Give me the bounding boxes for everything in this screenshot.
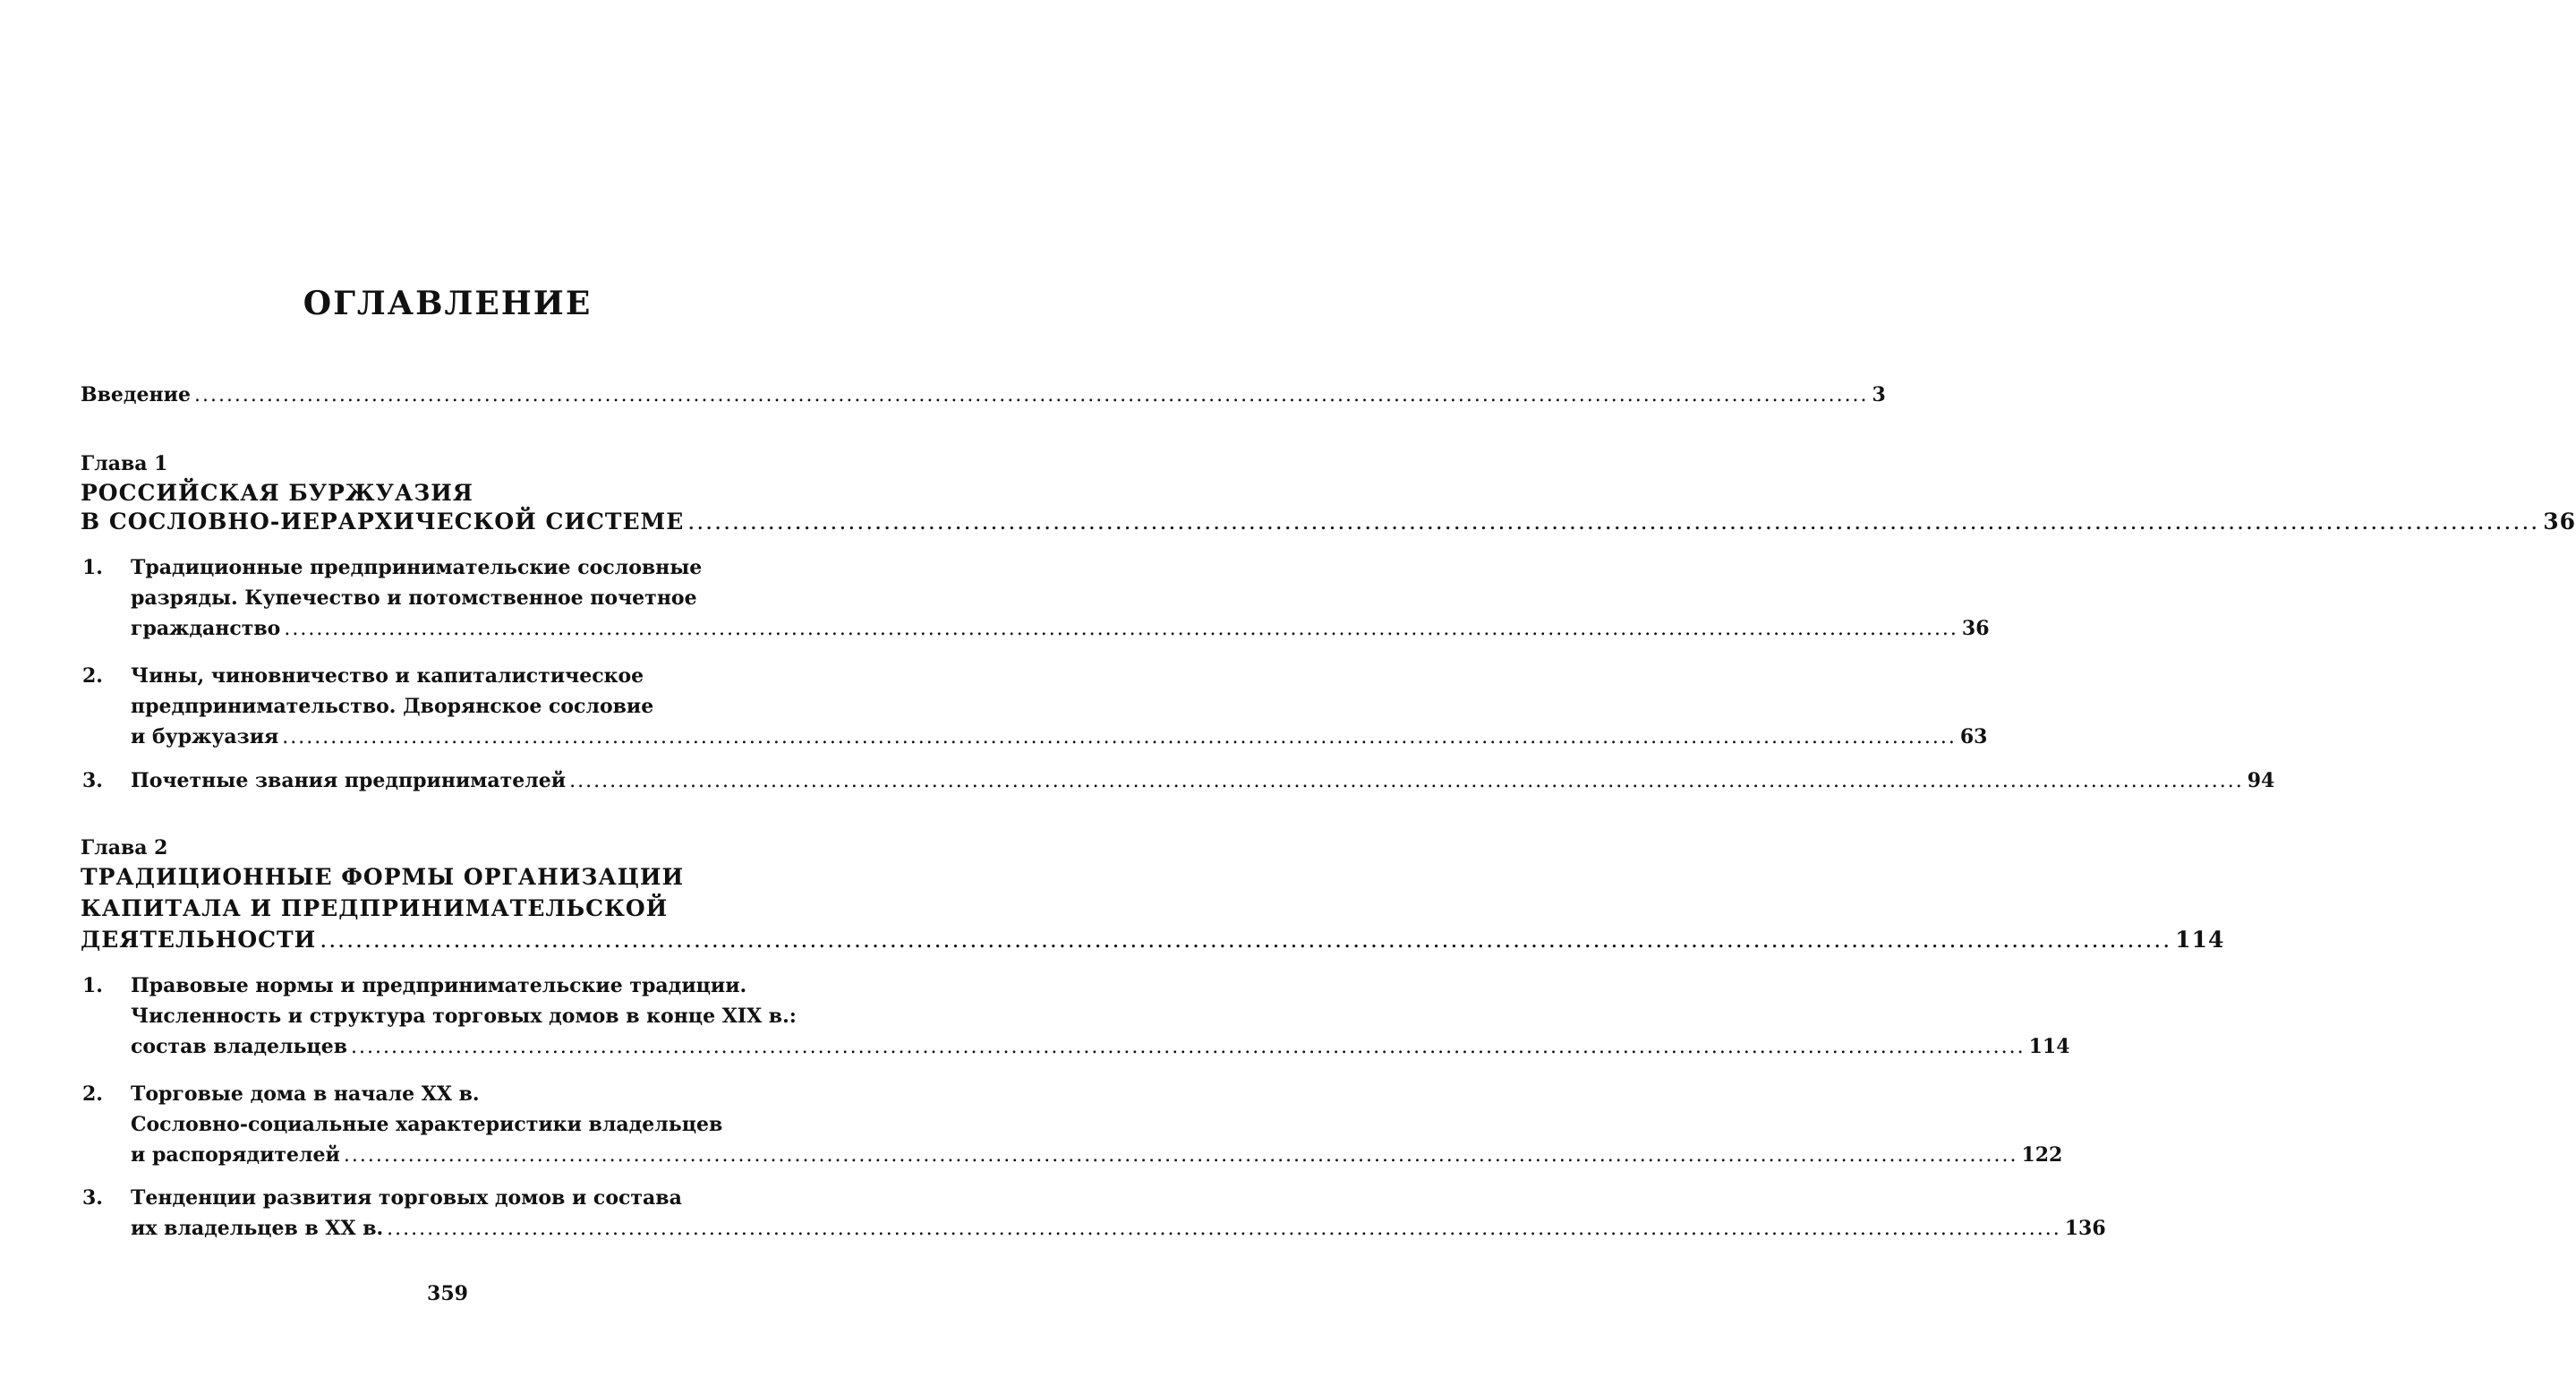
chapter-2-title-line: ДЕЯТЕЛЬНОСТИ: [81, 927, 317, 953]
dot-leader: ................................................................................................................................................................................................................: [569, 770, 2244, 792]
toc-page-number: 63: [1959, 725, 1988, 748]
toc-entry-2-1[interactable]: [131, 1035, 2070, 1058]
toc-entry-2-2[interactable]: [131, 1143, 2063, 1167]
section-title-line: Торговые дома в начале XX в.: [131, 1082, 480, 1106]
section-title-line: Сословно-социальные характеристики владельцев: [131, 1113, 723, 1136]
section-number: 3.: [82, 1186, 103, 1210]
dot-leader: ................................................................................................................................................................................................................: [282, 726, 1957, 748]
section-title-line: Почетные звания предпринимателей: [131, 769, 567, 792]
toc-page-number: 36: [1961, 617, 1990, 640]
section-title-line: Численность и структура торговых домов в конце XIX в.:: [131, 1005, 797, 1028]
chapter-2-label: Глава 2: [81, 836, 168, 860]
toc-page-number: 122: [2021, 1143, 2063, 1167]
chapter-2-title-line: КАПИТАЛА И ПРЕДПРИНИМАТЕЛЬСКОЙ: [81, 895, 669, 921]
section-title-line: и буржуазия: [131, 725, 279, 748]
dot-leader: ................................................................................................................................................................................................................: [343, 1144, 2018, 1167]
toc-page-number: 3: [1872, 383, 1886, 406]
section-title-line: Правовые нормы и предпринимательские традиции.: [131, 974, 747, 997]
toc-page-number: 94: [2247, 769, 2275, 792]
section-title-line: Традиционные предпринимательские сословные: [131, 556, 703, 579]
section-number: 1.: [82, 974, 103, 997]
toc-page-number: 114: [2175, 927, 2225, 953]
section-title-line: их владельцев в XX в.: [131, 1217, 384, 1240]
toc-entry-1-1[interactable]: [131, 617, 1990, 640]
chapter-1-label: Глава 1: [81, 452, 168, 475]
page-title: ОГЛАВЛЕНИЕ: [303, 285, 593, 322]
section-title-line: Тенденции развития торговых домов и состава: [131, 1186, 682, 1210]
section-title-line: разряды. Купечество и потомственное почетное: [131, 586, 697, 610]
dot-leader: ................................................................................................................................................................................................................: [687, 509, 2540, 535]
toc-entry-1-3[interactable]: [131, 769, 2275, 792]
chapter-1-title-line: РОССИЙСКАЯ БУРЖУАЗИЯ: [81, 480, 473, 506]
section-number: 2.: [82, 664, 103, 688]
section-title-line: Чины, чиновничество и капиталистическое: [131, 664, 644, 688]
dot-leader: ................................................................................................................................................................................................................: [320, 927, 2172, 953]
section-number: 2.: [82, 1082, 103, 1106]
dot-leader: ................................................................................................................................................................................................................: [351, 1036, 2026, 1058]
toc-page-number: 114: [2028, 1035, 2070, 1058]
toc-entry-label: Введение: [81, 383, 191, 406]
section-number: 3.: [82, 769, 103, 792]
toc-page-number: 36: [2543, 509, 2576, 535]
toc-entry-1-2[interactable]: [131, 725, 1988, 748]
dot-leader: ................................................................................................................................................................................................................: [193, 384, 1869, 406]
section-title-line: предпринимательство. Дворянское сословие: [131, 695, 654, 718]
toc-entry-2-3[interactable]: [131, 1217, 2106, 1240]
toc-entry-chapter-1[interactable]: [81, 509, 2576, 535]
toc-entry-introduction[interactable]: [81, 383, 1886, 406]
section-title-line: состав владельцев: [131, 1035, 347, 1058]
toc-page-number: 136: [2064, 1217, 2106, 1240]
chapter-1-title-line: В СОСЛОВНО-ИЕРАРХИЧЕСКОЙ СИСТЕМЕ: [81, 509, 685, 535]
section-number: 1.: [82, 556, 103, 579]
page-number-footer: 359: [427, 1282, 468, 1305]
dot-leader: ................................................................................................................................................................................................................: [387, 1218, 2061, 1240]
dot-leader: ................................................................................................................................................................................................................: [284, 618, 1958, 640]
section-title-line: гражданство: [131, 617, 281, 640]
chapter-2-title-line: ТРАДИЦИОННЫЕ ФОРМЫ ОРГАНИЗАЦИИ: [81, 864, 685, 890]
toc-entry-chapter-2[interactable]: [81, 927, 2225, 953]
section-title-line: и распорядителей: [131, 1143, 340, 1167]
